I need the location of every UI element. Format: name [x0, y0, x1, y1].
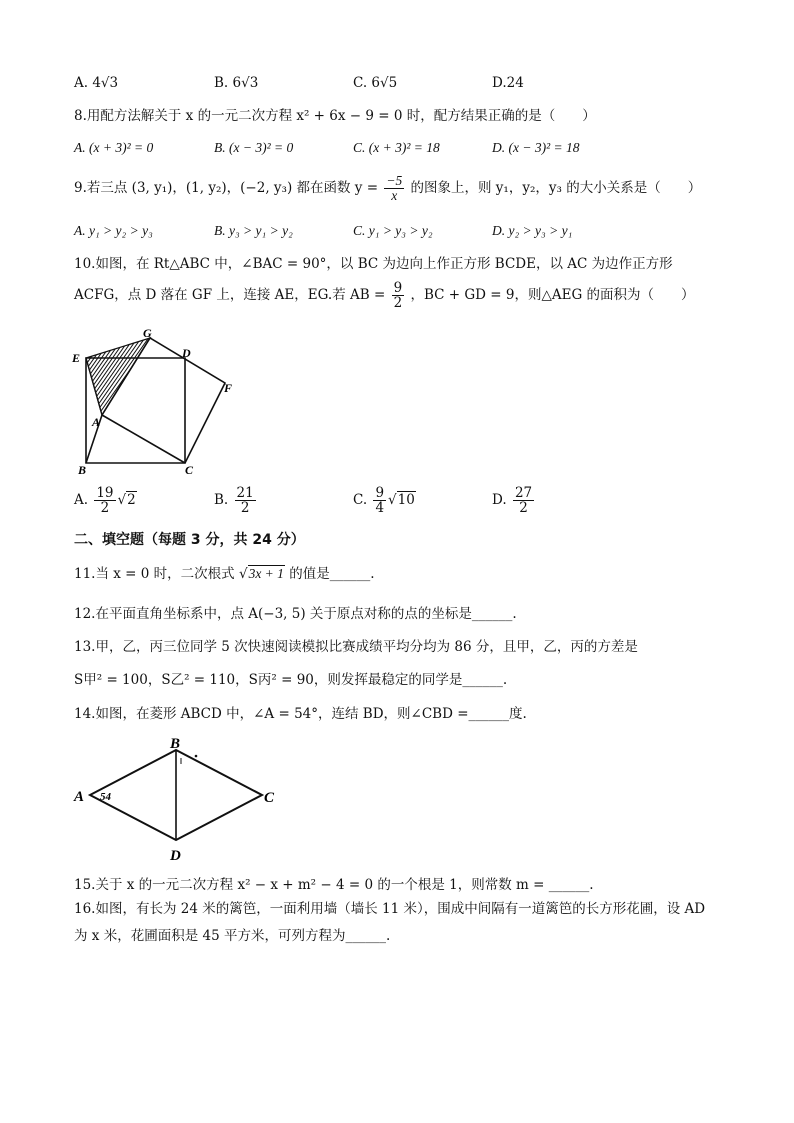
- label-a: A: [92, 415, 101, 429]
- q7-option-a: A. 4√3: [74, 75, 119, 91]
- q8-option-c: C. (x + 3)² = 18: [353, 140, 440, 155]
- q7-option-c: C. 6√5: [353, 75, 398, 91]
- q10-option-d: [492, 486, 536, 515]
- q11-after: 的值是______.: [289, 566, 375, 582]
- q9-frac-den: x: [391, 188, 398, 203]
- q9-option-b: B. y₃ > y₁ > y₂: [214, 223, 293, 238]
- q10-c-num: 9: [375, 485, 385, 501]
- q10-b-num: 21: [236, 485, 254, 501]
- q9-fraction: [384, 174, 404, 203]
- q10-line1: 10.如图，在 Rt△ABC 中，∠BAC = 90°，以 BC 为边向上作正方形 BCDE，以 AC 为边作正方形: [74, 256, 673, 272]
- q10-figure: [70, 322, 240, 477]
- q9-frac-num: −5: [386, 173, 403, 188]
- q11-radicand: 3x + 1: [248, 566, 284, 581]
- label-d: D: [170, 848, 181, 864]
- q10-c-fraction: [373, 486, 386, 515]
- q9-option-d: D. y₂ > y₃ > y₁: [492, 223, 573, 238]
- label-c: C: [185, 463, 194, 477]
- q10-d-prefix: D.: [492, 492, 507, 508]
- q10-b-prefix: B.: [214, 492, 229, 508]
- q10-line2: [74, 281, 695, 310]
- q7-option-d: D.24: [492, 75, 524, 91]
- q10-line2-before: ACFG，点 D 落在 GF 上，连接 AE，EG.若 AB =: [74, 287, 386, 303]
- q8-stem: 8.用配方法解关于 x 的一元二次方程 x² + 6x − 9 = 0 时，配方结果正确的是（ ）: [74, 108, 596, 124]
- q8-option-d: D. (x − 3)² = 18: [492, 140, 580, 155]
- q10-line2-after: ，BC + GD = 9，则△AEG 的面积为（ ）: [410, 287, 695, 303]
- q8-option-b: B. (x − 3)² = 0: [214, 140, 294, 155]
- label-e: E: [72, 351, 81, 365]
- q10-a-prefix: A.: [74, 492, 89, 508]
- q10-frac-den: 2: [393, 295, 403, 311]
- q9-stem: [74, 174, 701, 203]
- q10-ab-fraction: [392, 281, 405, 310]
- q10-option-a: A. $\frac{19}{2}$ √2: [74, 485, 136, 516]
- q13-line1: 13.甲，乙，丙三位同学 5 次快速阅读模拟比赛成绩平均分均为 86 分，且甲，乙，丙的方差是: [74, 639, 638, 655]
- label-f: F: [224, 381, 233, 395]
- q11: 11.当 x = 0 时，二次根式 √3x + 1 的值是______.: [74, 566, 375, 582]
- dot-mark: [195, 755, 198, 758]
- q9-option-c: C. y₁ > y₃ > y₂: [353, 223, 433, 238]
- q10-c-radicand: 10: [397, 492, 415, 508]
- q10-a-num: 19: [96, 485, 114, 501]
- angle-label: 54: [100, 791, 111, 803]
- q16-line1: 16.如图，有长为 24 米的篱笆，一面利用墙（墙长 11 米），围成中间隔有一道篱笆的长方形花圃，设 AD: [74, 901, 706, 917]
- q13-line2: S甲² = 100，S乙² = 110，S丙² = 90，则发挥最稳定的同学是______.: [74, 672, 508, 688]
- q10-a-den: 2: [100, 500, 110, 516]
- q10-d-den: 2: [519, 500, 528, 516]
- q9-stem-before: 9.若三点 (3, y₁)，(1, y₂)，(−2, y₃) 都在函数 y =: [74, 180, 379, 196]
- q16-line2: 为 x 米，花圃面积是 45 平方米，可列方程为______.: [74, 928, 391, 944]
- q10-c-den: 4: [375, 500, 385, 516]
- q10-frac-num: 9: [393, 280, 403, 296]
- q14-figure: [70, 732, 285, 867]
- label-b: B: [170, 736, 181, 752]
- q10-a-fraction: [94, 486, 115, 515]
- q8-option-a: A. (x + 3)² = 0: [74, 140, 154, 155]
- q10-option-b: [214, 486, 258, 515]
- q9-stem-after: 的图象上，则 y₁，y₂，y₃ 的大小关系是（ ）: [410, 180, 702, 196]
- label-a: A: [74, 789, 85, 805]
- q10-d-num: 27: [514, 485, 533, 501]
- label-d: D: [182, 346, 191, 360]
- q10-option-c: C. $\frac{9}{4}$ √10: [353, 485, 415, 516]
- q10-a-radicand: 2: [127, 492, 136, 508]
- q7-option-b: B. 6√3: [214, 75, 259, 91]
- q10-d-fraction: [513, 486, 534, 515]
- q14: 14.如图，在菱形 ABCD 中，∠A = 54°，连结 BD，则∠CBD =______度.: [74, 706, 527, 722]
- q10-b-den: 2: [240, 500, 250, 516]
- q12: 12.在平面直角坐标系中，点 A(−3, 5) 关于原点对称的点的坐标是______.: [74, 606, 517, 622]
- label-c: C: [264, 790, 275, 806]
- label-b: B: [78, 463, 87, 477]
- label-g: G: [143, 326, 152, 340]
- shaded-triangle-aeg: [86, 338, 150, 415]
- q15: 15.关于 x 的一元二次方程 x² − x + m² − 4 = 0 的一个根是 1，则常数 m = ______.: [74, 877, 594, 893]
- q10-c-prefix: C.: [353, 492, 368, 508]
- segment-ac: [102, 415, 185, 463]
- q11-before: 11.当 x = 0 时，二次根式: [74, 566, 235, 582]
- section-title-fill-in: 二、填空题（每题 3 分，共 24 分）: [74, 532, 305, 548]
- q9-option-a: A. y₁ > y₂ > y₃: [74, 223, 153, 238]
- q10-b-fraction: [235, 486, 256, 515]
